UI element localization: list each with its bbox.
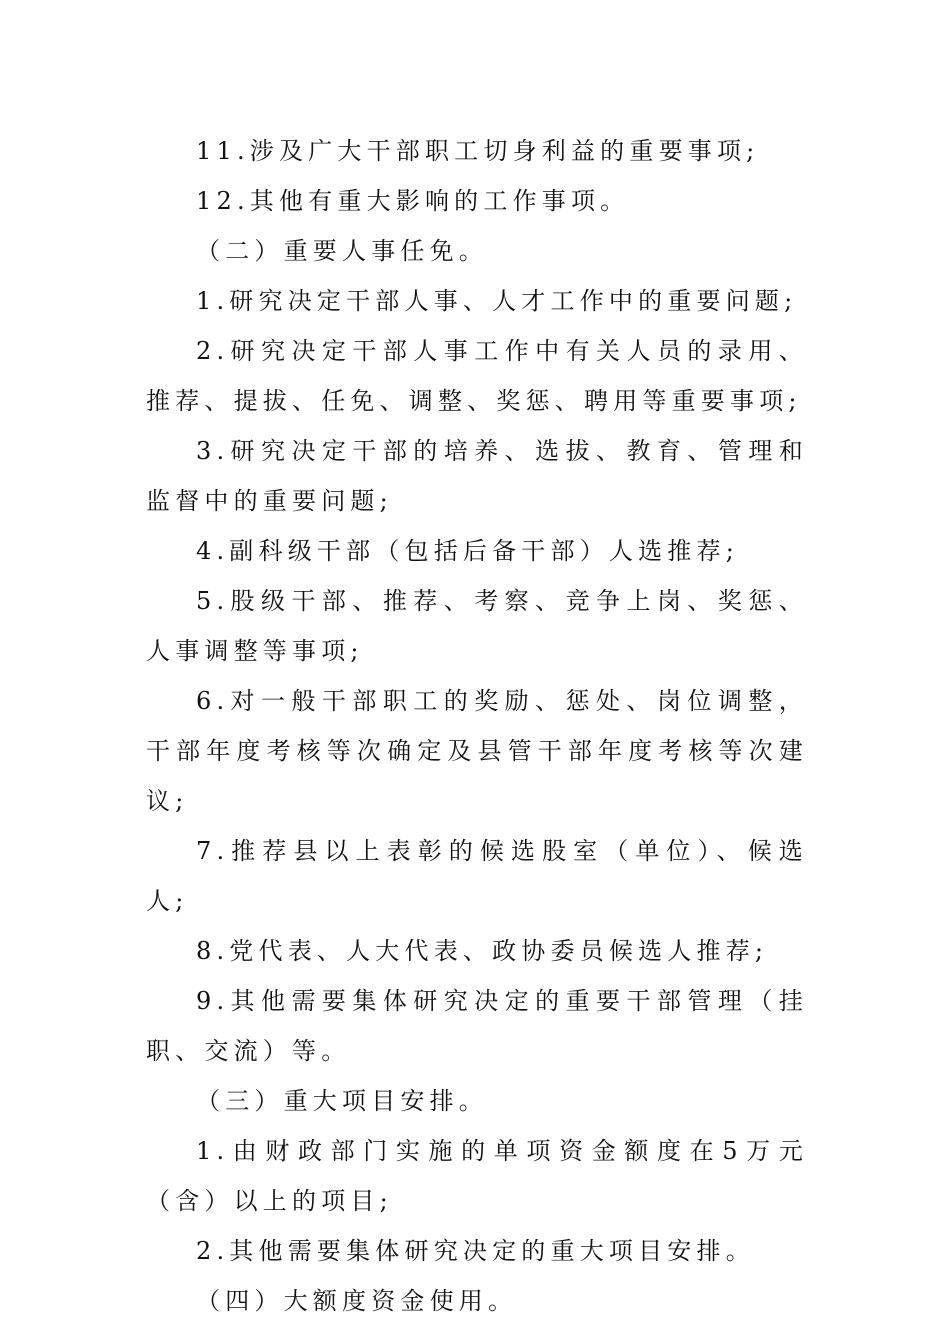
document-body	[146, 126, 808, 1326]
paragraph-projects-1: 1.由财政部门实施的单项资金额度在5万元（含）以上的项目;	[146, 1137, 808, 1215]
paragraph-personnel-4: 4.副科级干部（包括后备干部）人选推荐;	[196, 537, 739, 565]
paragraph-item-12: 12.其他有重大影响的工作事项。	[196, 187, 630, 215]
paragraph-item-11: 11.涉及广大干部职工切身利益的重要事项;	[196, 137, 760, 165]
section-heading-projects: （三）重大项目安排。	[196, 1087, 488, 1115]
paragraph-projects-2: 2.其他需要集体研究决定的重大项目安排。	[196, 1237, 755, 1265]
paragraph-personnel-2: 2.研究决定干部人事工作中有关人员的录用、推荐、提拔、任免、调整、奖惩、聘用等重要事项;	[146, 337, 808, 415]
paragraph-personnel-9: 9.其他需要集体研究决定的重要干部管理（挂职、交流）等。	[146, 987, 808, 1065]
paragraph-personnel-1: 1.研究决定干部人事、人才工作中的重要问题;	[196, 287, 798, 315]
paragraph-personnel-5: 5.股级干部、推荐、考察、竞争上岗、奖惩、人事调整等事项;	[146, 587, 808, 665]
paragraph-personnel-3: 3.研究决定干部的培养、选拔、教育、管理和监督中的重要问题;	[146, 437, 808, 515]
section-heading-funds: （四）大额度资金使用。	[196, 1287, 518, 1315]
section-heading-personnel: （二）重要人事任免。	[196, 237, 488, 265]
paragraph-personnel-7: 7.推荐县以上表彰的候选股室（单位）、候选人;	[146, 837, 808, 915]
paragraph-personnel-6: 6.对一般干部职工的奖励、惩处、岗位调整，干部年度考核等次确定及县管干部年度考核等次建议;	[146, 687, 808, 815]
paragraph-personnel-8: 8.党代表、人大代表、政协委员候选人推荐;	[196, 937, 769, 965]
